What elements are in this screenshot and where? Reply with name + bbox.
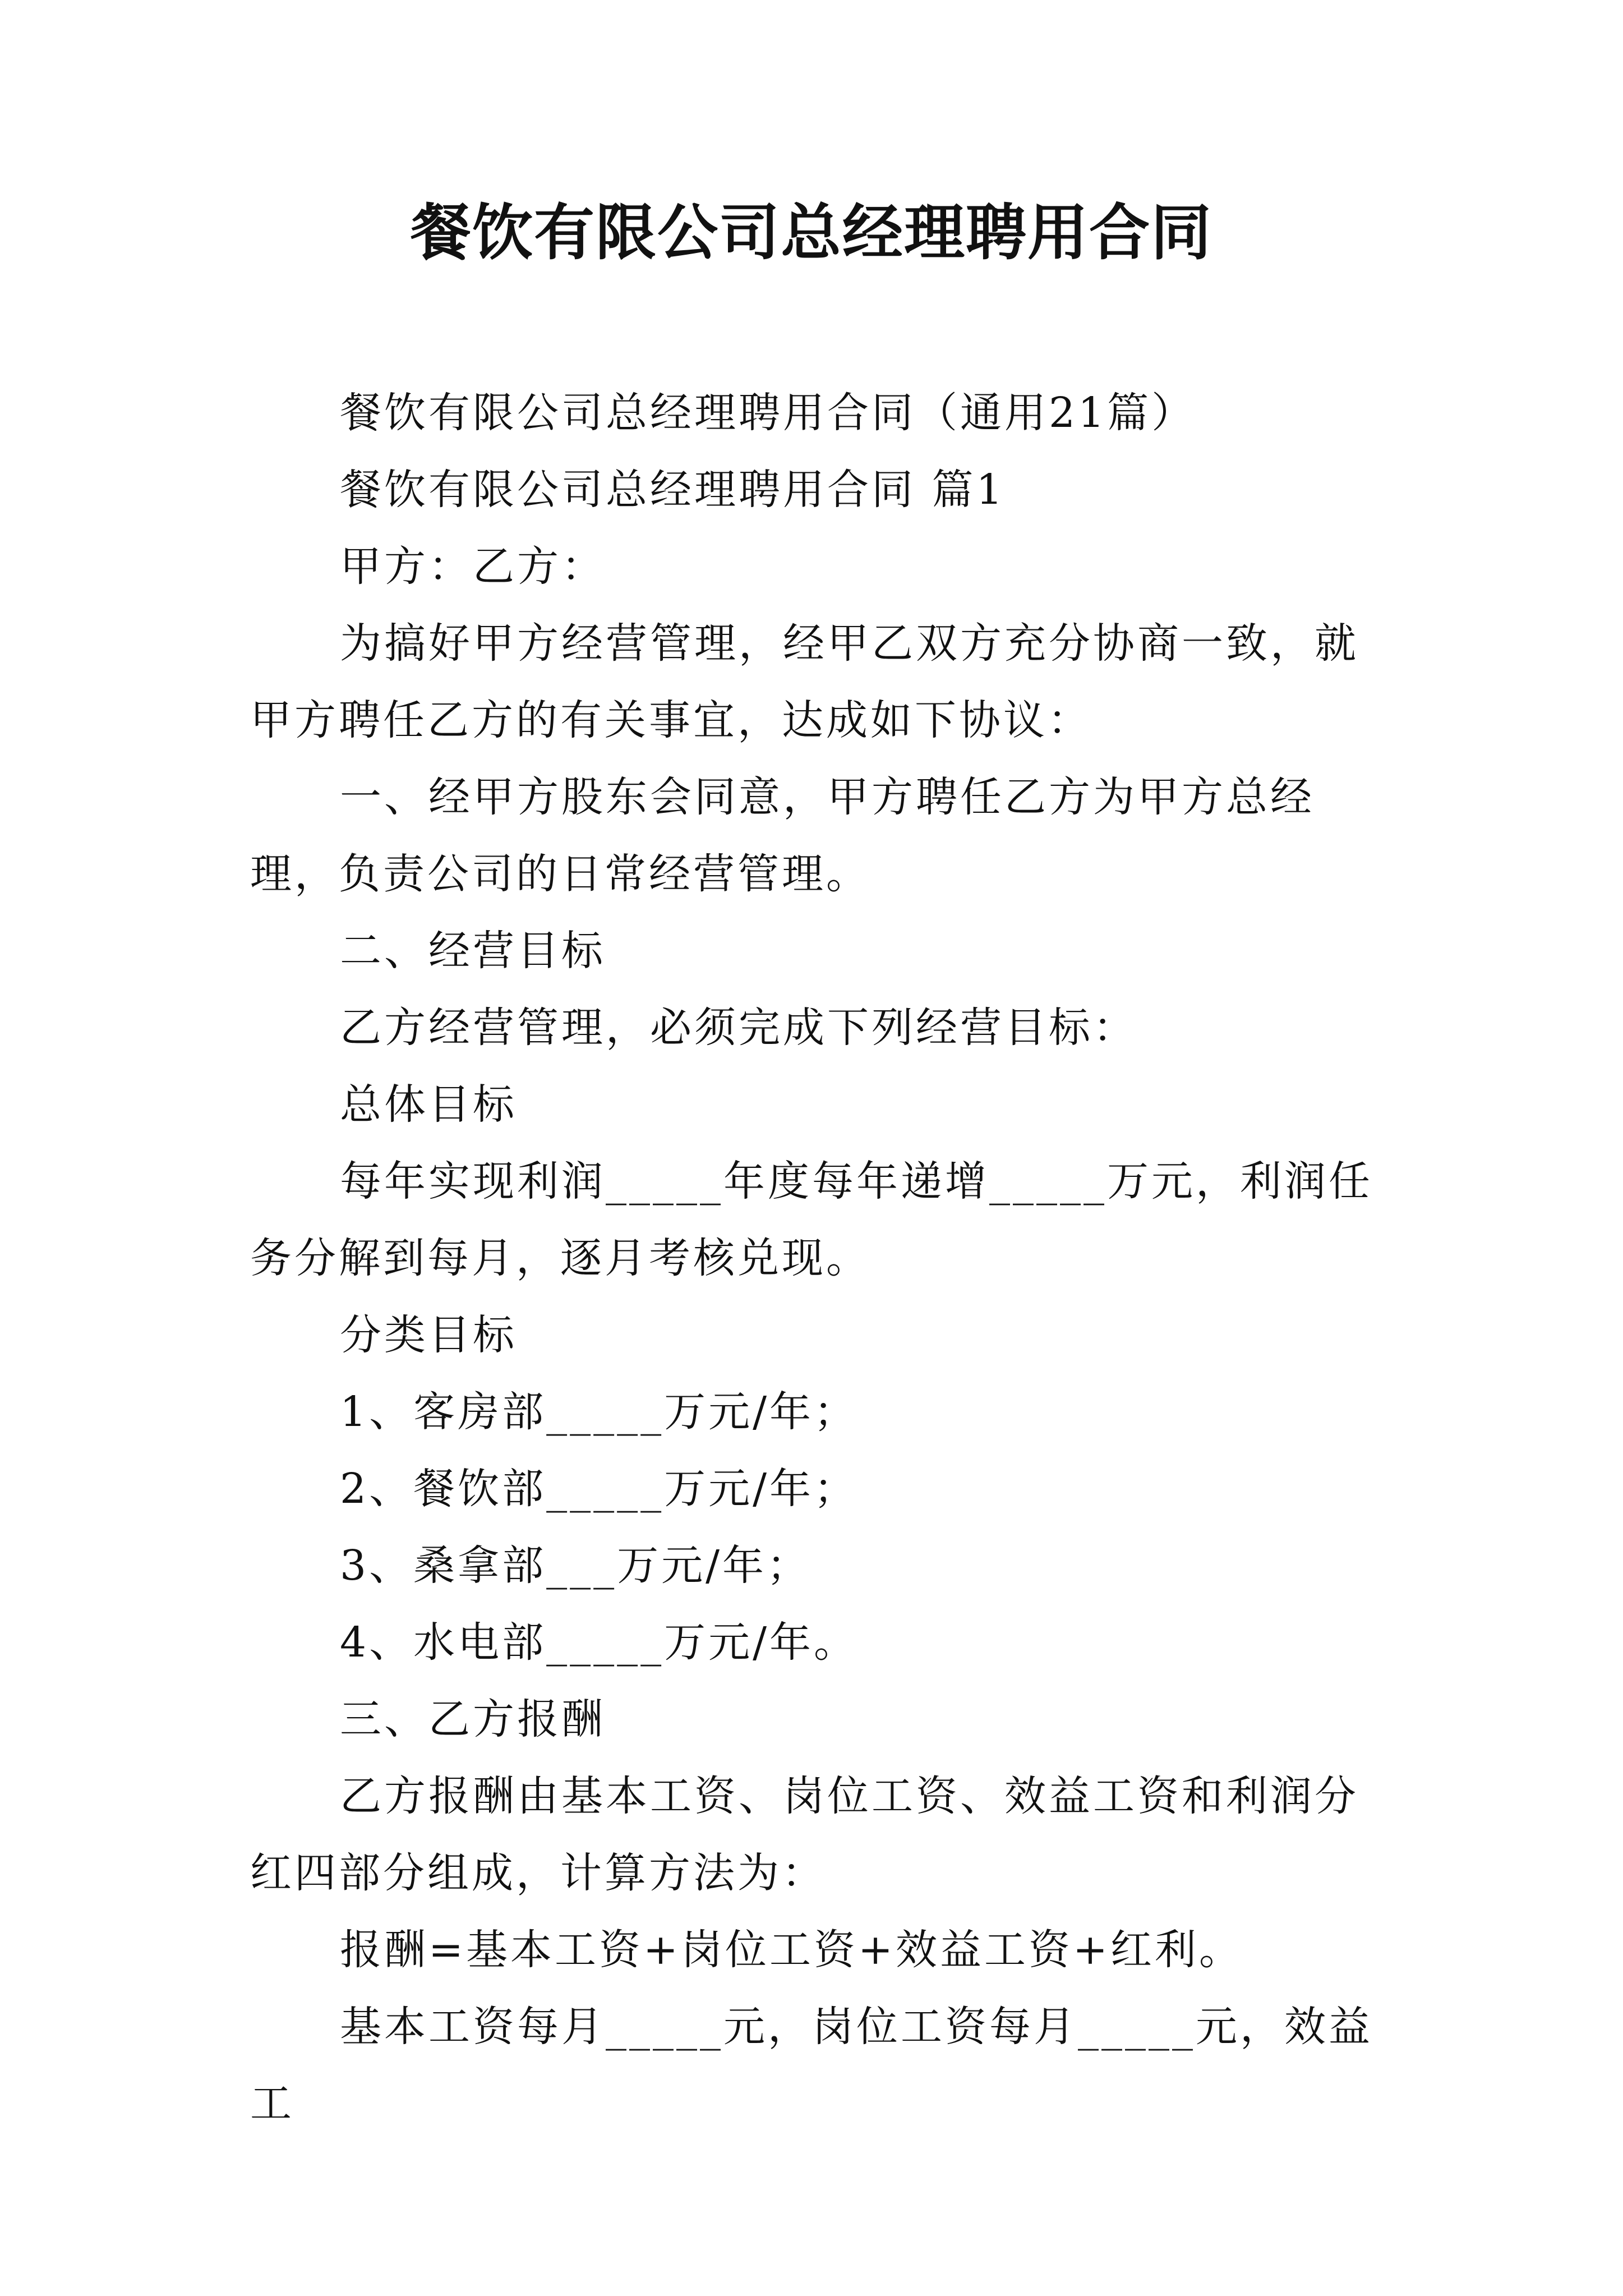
paragraph-section-heading: 餐饮有限公司总经理聘用合同 篇1 [340, 466, 1006, 514]
paragraph-target-rooms: 1、客房部_____万元/年； [340, 1388, 859, 1436]
paragraph-clause-1: 一、经甲方股东会同意，甲方聘任乙方为甲方总经理，负责公司的日常经营管理。 [250, 773, 1315, 898]
paragraph-target-sauna: 3、桑拿部___万元/年； [340, 1542, 811, 1590]
paragraph-clause-2-heading: 二、经营目标 [340, 927, 606, 975]
paragraph-target-utilities: 4、水电部_____万元/年。 [340, 1618, 859, 1667]
paragraph-preamble: 为搞好甲方经营管理，经甲乙双方充分协商一致，就甲方聘任乙方的有关事宜，达成如下协议： [250, 619, 1359, 744]
paragraph-clause-3-heading: 三、乙方报酬 [340, 1695, 606, 1743]
paragraph-overall-target-heading: 总体目标 [340, 1080, 517, 1129]
document-title: 餐饮有限公司总经理聘用合同 [410, 197, 1212, 268]
paragraph-category-target-heading: 分类目标 [340, 1311, 517, 1359]
paragraph-parties: 甲方：乙方： [340, 542, 606, 591]
paragraph-subtitle: 餐饮有限公司总经理聘用合同（通用21篇） [340, 389, 1196, 437]
paragraph-remuneration-composition: 乙方报酬由基本工资、岗位工资、效益工资和利润分红四部分组成，计算方法为： [250, 1772, 1359, 1897]
paragraph-overall-target: 每年实现利润_____年度每年递增_____万元，利润任务分解到每月，逐月考核兑现。 [250, 1157, 1373, 1282]
paragraph-remuneration-formula: 报酬=基本工资+岗位工资+效益工资+红利。 [340, 1926, 1244, 1974]
paragraph-salary-details: 基本工资每月_____元，岗位工资每月_____元，效益工 [250, 2003, 1373, 2128]
paragraph-target-dining: 2、餐饮部_____万元/年； [340, 1465, 859, 1513]
paragraph-targets-intro: 乙方经营管理，必须完成下列经营目标： [340, 1004, 1137, 1052]
document-body [250, 375, 1385, 2142]
